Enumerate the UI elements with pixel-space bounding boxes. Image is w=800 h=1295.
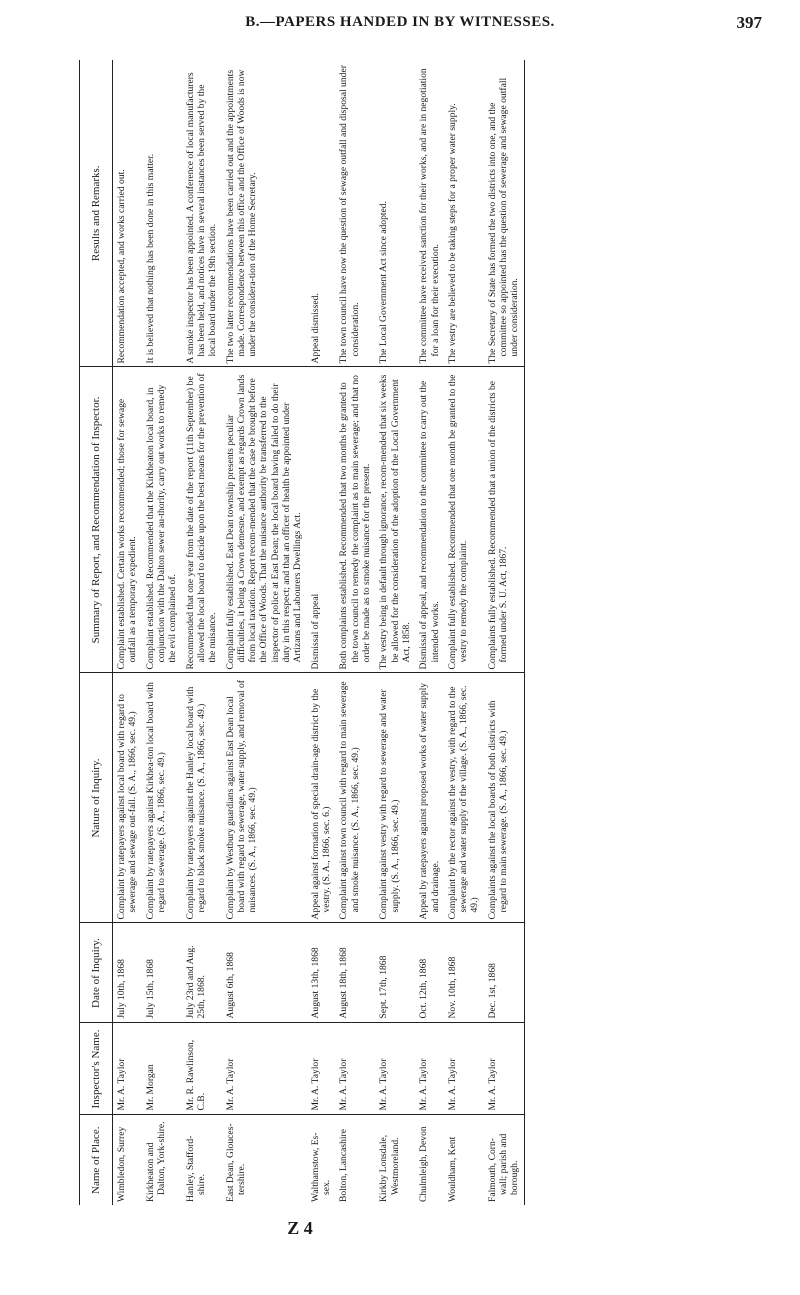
table-row [113, 60, 142, 1205]
table-row [142, 60, 182, 1205]
header-row [80, 60, 113, 1205]
table-row [375, 60, 415, 1205]
cell-nature: Complaint by ratepayers against the Hanley local board with regard to black smoke nuisance. (S. A., 1866, sec. 49.) [182, 673, 222, 923]
cell-inspector: Mr. Morgan [142, 1023, 182, 1115]
cell-results: Recommendation accepted, and works carried out. [116, 169, 127, 364]
col-header-summary: Summary of Report, and Recommendation of Inspector. [80, 367, 113, 673]
cell-date: July 10th, 1868 [113, 923, 142, 1023]
cell-results: The town council have now the question of sewage outfall and disposal under consideration. [338, 65, 361, 364]
cell-summary: The vestry being in default through ignorance, recom-mended that six weeks be allowed for the consideration of the adoption of the Local Government Act, 1858. [375, 367, 415, 673]
table-row [484, 60, 524, 1205]
col-header-nature: Nature of Inquiry. [80, 673, 113, 923]
cell-place: Kirkheaton and Dalton, York-shire. [142, 1115, 182, 1205]
cell-date: August 6th, 1868 [222, 923, 307, 1023]
cell-nature: Complaint against town council with regard to main sewerage and smoke nuisance. (S. A., 1866, sec. 49.) [335, 673, 375, 923]
cell-inspector: Mr. A. Taylor [444, 1023, 484, 1115]
cell-nature: Complaint by Westbury guardians against East Dean local board with regard to sewerage, water supply, and removal of nuisances. (S. A., 1866, sec. 49.) [222, 673, 307, 923]
cell-summary: Dismissal of appeal, and recommendation to the committee to carry out the intended works. [415, 367, 444, 673]
col-header-date: Date of Inquiry. [80, 923, 113, 1023]
cell-inspector: Mr. A. Taylor [335, 1023, 375, 1115]
cell-results: The two latter recommendations have been carried out and the appointments made. Correspondence between this office and the Office of Woods is now under the considera-tion of the Home Secretary. [224, 69, 259, 364]
cell-results: The vestry are believed to be taking steps for a proper water supply. [446, 103, 458, 364]
cell-summary: Complaint established. Recommended that the Kirkheaton local board, in conjunction with the Dalton sewer au-thority, carry out works to remedy the evil complained of. [142, 367, 182, 673]
cell-nature: Complaint by ratepayers against Kirkhea-ton local board with regard to sewerage. (S. A., 1866, sec. 49.) [142, 673, 182, 923]
table-row [182, 60, 222, 1205]
col-header-inspector: Inspector's Name. [80, 1023, 113, 1115]
table-row [307, 60, 336, 1205]
table-row [415, 60, 444, 1205]
cell-date: August 18th, 1868 [335, 923, 375, 1023]
table-row [444, 60, 484, 1205]
page-number: 397 [736, 13, 762, 32]
table-row [335, 60, 375, 1205]
cell-inspector: Mr. A. Taylor [484, 1023, 524, 1115]
cell-place: Walthamstow, Es-sex. [307, 1115, 336, 1205]
rotated-table [79, 60, 799, 1205]
cell-nature: Complaints against the local boards of both districts with regard to main sewerage. (S. A., 1866, sec. 49.) [484, 673, 524, 923]
cell-summary: Dismissal of appeal [307, 367, 336, 673]
cell-nature: Complaint by ratepayers against local board with regard to sewerage and sewage out-fall. (S. A., 1866, sec. 49.) [113, 673, 142, 923]
cell-results: The committee have received sanction for their works, and are in negotiation for a loan for their execution. [418, 68, 441, 364]
col-header-results: Results and Remarks. [80, 60, 113, 367]
cell-inspector: Mr. A. Taylor [113, 1023, 142, 1115]
cell-summary: Complaint established. Certain works recommended; those for sewage outfall as a temporary expedient. [113, 367, 142, 673]
table-container [79, 60, 799, 1205]
cell-summary: Complaint fully established. Recommended that one month be granted to the vestry to remedy the complaint. [444, 367, 484, 673]
cell-inspector: Mr. R. Rawlinson, C.B. [182, 1023, 222, 1115]
cell-inspector: Mr. A. Taylor [307, 1023, 336, 1115]
inquiries-table [79, 60, 525, 1205]
table-row [222, 60, 307, 1205]
cell-place: Kirkby Lonsdale, Westmoreland. [375, 1115, 415, 1205]
cell-results: The Secretary of State has formed the two districts into one, and the committee so appointed has the question of sewerage and sewage outfall under consideration. [486, 77, 521, 364]
signature-mark: Z 4 [287, 1218, 313, 1238]
cell-summary: Complaint fully established. East Dean township presents peculiar difficulties, it being a Crown demesne, and exempt as regards Crown lands from local taxation. Report recom-mended that the case be brought before the Office of Woods. That the nuisance authority be transferred to the inspector of police at East Dean; the local board having failed to do their duty in this respect; and that an officer of health be appointed under Artizans and Labourers Dwellings Act. [222, 367, 307, 673]
cell-nature: Complaint against vestry with regard to sewerage and water supply. (S. A., 1866, sec. 49.) [375, 673, 415, 923]
cell-date: Nov. 10th, 1868 [444, 923, 484, 1023]
cell-inspector: Mr. A. Taylor [375, 1023, 415, 1115]
cell-place: Bolton, Lancashire [335, 1115, 375, 1205]
cell-date: July 15th, 1868 [142, 923, 182, 1023]
cell-place: Wimbledon, Surrey [113, 1115, 142, 1205]
cell-date: Oct. 12th, 1868 [415, 923, 444, 1023]
cell-date: Dec. 1st, 1868 [484, 923, 524, 1023]
running-head: B.—PAPERS HANDED IN BY WITNESSES. [245, 14, 555, 30]
cell-results: A smoke inspector has been appointed. A conference of local manufacturers has been held, and notices have in several instances been served by the local board under the 19th section. [184, 72, 219, 364]
cell-place: Falmouth, Corn-wall; parish and borough. [484, 1115, 524, 1205]
cell-results: It is believed that nothing has been done in this matter. [144, 153, 156, 364]
cell-inspector: Mr. A. Taylor [415, 1023, 444, 1115]
cell-summary: Complaints fully established. Recommended that a union of the districts be formed under S. U. Act, 1867. [484, 367, 524, 673]
cell-place: East Dean, Glouces-tershire. [222, 1115, 307, 1205]
cell-date: August 13th, 1868 [307, 923, 336, 1023]
cell-place: Hanley, Stafford-shire. [182, 1115, 222, 1205]
cell-results: Appeal dismissed. [309, 293, 321, 364]
cell-nature: Appeal by ratepayers against proposed works of water supply and drainage. [415, 673, 444, 923]
cell-date: Sept. 17th, 1868 [375, 923, 415, 1023]
cell-place: Chulmleigh, Devon [415, 1115, 444, 1205]
cell-place: Wouldham, Kent [444, 1115, 484, 1205]
cell-summary: Recommended that one year from the date of the report (11th September) be allowed the local board to decide upon the best means for the prevention of the nuisance. [182, 367, 222, 673]
cell-results: The Local Government Act since adopted. [378, 200, 390, 364]
cell-date: July 23rd and Aug. 25th, 1868. [182, 923, 222, 1023]
cell-nature: Complaint by the rector against the vestry, with regard to the sewerage and water supply of the village. (S. A., 1866, sec. 49.) [444, 673, 484, 923]
page-header [0, 0, 800, 42]
cell-summary: Both complaints established. Recommended that two months be granted to the town council to remedy the complaint as to main sewerage; and that no order be made as to smoke nuisance for the present. [335, 367, 375, 673]
col-header-place: Name of Place. [80, 1115, 113, 1205]
cell-nature: Appeal against formation of special drain-age district by the vestry. (S. A., 1866, sec. 6.) [307, 673, 336, 923]
cell-inspector: Mr. A. Taylor [222, 1023, 307, 1115]
